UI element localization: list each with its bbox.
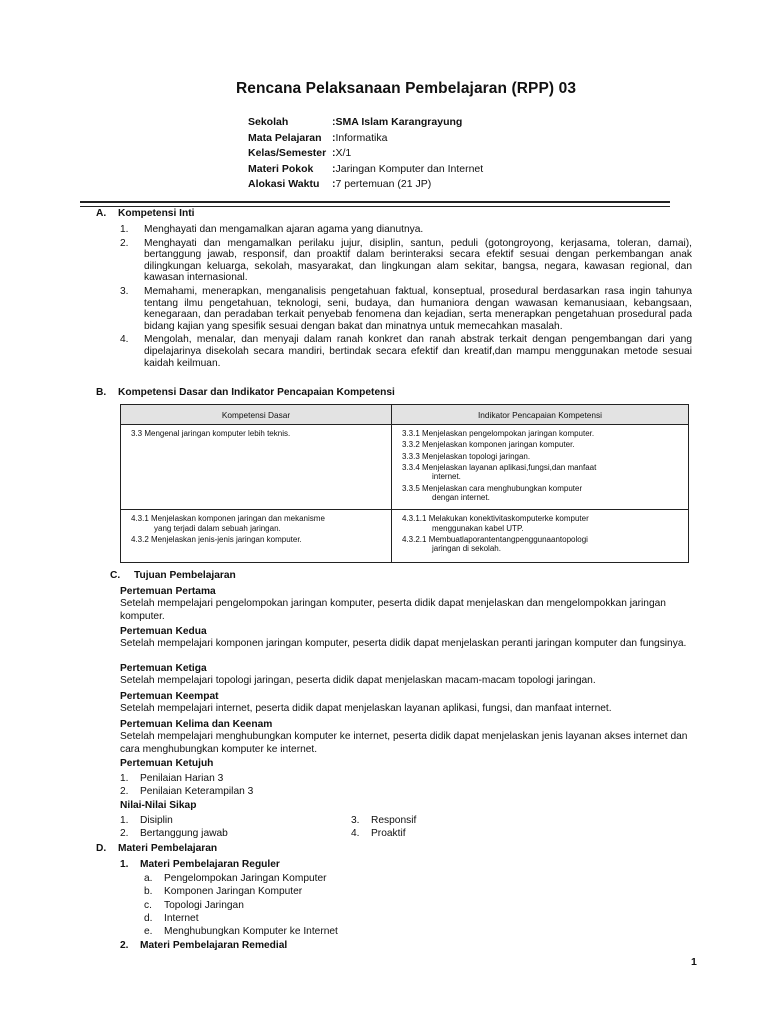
item-number: 2. bbox=[120, 237, 129, 249]
meeting-text: Setelah mempelajari topologi jaringan, peserta didik dapat menjelaskan macam-macam topologi jaringan. bbox=[120, 675, 596, 687]
item-letter: b. bbox=[144, 886, 153, 898]
meta-row-alokasi bbox=[248, 177, 483, 193]
item-text: Proaktif bbox=[371, 828, 406, 840]
item-text: Internet bbox=[164, 912, 199, 924]
meta-row-kelas bbox=[248, 146, 483, 162]
section-a-heading bbox=[96, 208, 194, 219]
meta-key: Mata Pelajaran bbox=[248, 131, 322, 144]
tujuan-pertemuan-2 bbox=[120, 626, 702, 651]
meta-sep: : bbox=[332, 162, 336, 175]
meeting-heading: Pertemuan Keempat bbox=[120, 691, 219, 702]
ipk-text: 3.3.4 Menjelaskan layanan aplikasi,fungsi,dan manfaat bbox=[402, 462, 597, 472]
meta-sep: : bbox=[332, 147, 336, 159]
kd-text: 4.3.2 Menjelaskan jenis-jenis jaringan komputer. bbox=[131, 534, 302, 544]
list-item bbox=[120, 334, 692, 369]
item-number: 1. bbox=[120, 859, 129, 870]
identity-block bbox=[248, 115, 483, 193]
ipk-text-cont: jaringan di sekolah. bbox=[432, 544, 501, 554]
kd-ipk-table bbox=[120, 404, 689, 563]
item-text: Menghubungkan Komputer ke Internet bbox=[164, 926, 338, 938]
list-item bbox=[351, 814, 416, 827]
kompetensi-inti-list bbox=[120, 224, 692, 369]
document-title: Rencana Pelaksanaan Pembelajaran (RPP) 03 bbox=[235, 80, 577, 97]
meta-row-sekolah bbox=[248, 115, 483, 131]
list-heading bbox=[120, 858, 280, 871]
meta-value: 7 pertemuan (21 JP) bbox=[335, 178, 432, 190]
section-letter: D. bbox=[96, 843, 107, 854]
section-title: Kompetensi Dasar dan Indikator Pencapaian Kompetensi bbox=[118, 387, 395, 398]
list-item bbox=[144, 899, 338, 912]
item-text: Materi Pembelajaran Reguler bbox=[140, 859, 280, 870]
item-letter: c. bbox=[144, 899, 152, 911]
item-number: 2. bbox=[120, 786, 129, 798]
list-item bbox=[351, 827, 416, 840]
item-number: 4. bbox=[351, 828, 360, 840]
list-item bbox=[120, 238, 692, 284]
kd-text: 3.3 Mengenal jaringan komputer lebih teknis. bbox=[131, 429, 291, 438]
meeting-text: Setelah mempelajari menghubungkan komputer ke internet, peserta didik dapat menjelaskan jenis layanan akses internet dan cara menghubungkan komputer ke internet. bbox=[120, 731, 688, 755]
table-cell-ipk bbox=[392, 425, 689, 510]
meta-sep: : bbox=[332, 131, 336, 144]
meta-key: Sekolah bbox=[248, 116, 289, 128]
item-text: Komponen Jaringan Komputer bbox=[164, 886, 303, 898]
materi-remedial-heading bbox=[120, 939, 287, 952]
meeting-text: Setelah mempelajari pengelompokan jaringan komputer, peserta didik dapat menjelaskan dan mengelompokkan jaringan komputer. bbox=[120, 598, 666, 622]
table-row bbox=[121, 425, 689, 510]
list-item bbox=[120, 772, 253, 785]
tujuan-pertemuan-7 bbox=[120, 758, 702, 770]
item-letter: a. bbox=[144, 873, 153, 884]
list-heading bbox=[120, 939, 287, 952]
section-b-heading bbox=[96, 387, 395, 398]
ipk-text: 3.3.5 Menjelaskan cara menghubungkan komputer bbox=[402, 483, 583, 493]
ipk-text: 3.3.2 Menjelaskan komponen jaringan komputer. bbox=[402, 440, 575, 450]
ipk-text: 4.3.1.1 Melakukan konektivitaskomputerke komputer bbox=[402, 514, 589, 523]
meeting-heading: Pertemuan Ketiga bbox=[120, 663, 207, 674]
list-item bbox=[120, 286, 692, 332]
item-number: 3. bbox=[120, 285, 129, 297]
list-item bbox=[120, 785, 253, 798]
table-row bbox=[121, 510, 689, 563]
meta-row-mapel bbox=[248, 131, 483, 147]
ipk-text: 3.3.3 Menjelaskan topologi jaringan. bbox=[402, 451, 531, 461]
item-letter: e. bbox=[144, 926, 153, 938]
materi-reguler-heading bbox=[120, 858, 280, 871]
section-d-heading bbox=[96, 843, 217, 854]
item-text: Penilaian Harian 3 bbox=[140, 773, 224, 784]
tujuan-pertemuan-4 bbox=[120, 691, 702, 716]
item-number: 4. bbox=[120, 334, 129, 346]
sikap-list-left bbox=[120, 814, 228, 841]
nilai-sikap-heading-block bbox=[120, 800, 702, 812]
item-number: 2. bbox=[120, 940, 129, 951]
meta-key: Alokasi Waktu bbox=[248, 178, 320, 190]
meta-sep: : bbox=[332, 116, 336, 128]
meta-sep: : bbox=[332, 178, 336, 190]
pertemuan-7-list bbox=[120, 772, 253, 799]
list-item bbox=[144, 925, 338, 938]
meta-value: Informatika bbox=[335, 131, 388, 144]
meta-row-materi bbox=[248, 162, 483, 178]
meta-key: Materi Pokok bbox=[248, 162, 314, 175]
meeting-text: Setelah mempelajari komponen jaringan komputer, peserta didik dapat menjelaskan peranti jaringan komputer dan fungsinya. bbox=[120, 638, 687, 650]
header-divider-thin bbox=[80, 206, 670, 207]
section-letter: C. bbox=[110, 570, 121, 581]
section-title: Kompetensi Inti bbox=[118, 208, 195, 219]
ipk-text-cont: dengan internet. bbox=[432, 493, 490, 503]
nilai-sikap-heading: Nilai-Nilai Sikap bbox=[120, 800, 197, 811]
section-letter: A. bbox=[96, 208, 107, 219]
meeting-heading: Pertemuan Kedua bbox=[120, 626, 207, 637]
header-divider-thick bbox=[80, 201, 670, 203]
item-text: Disiplin bbox=[140, 815, 173, 826]
item-text: Pengelompokan Jaringan Komputer bbox=[164, 873, 327, 884]
ipk-text-cont: internet. bbox=[432, 472, 461, 482]
page-number: 1 bbox=[691, 956, 697, 968]
item-text: Bertanggung jawab bbox=[140, 828, 228, 840]
sikap-list-right bbox=[351, 814, 416, 841]
item-text: Materi Pembelajaran Remedial bbox=[140, 940, 288, 951]
kd-text-cont: yang terjadi dalam sebuah jaringan. bbox=[154, 523, 281, 533]
section-title: Tujuan Pembelajaran bbox=[134, 570, 236, 581]
item-text: Mengolah, menalar, dan menyaji dalam ranah konkret dan ranah abstrak terkait dengan pengembangan dari yang dipelajarinya disekolah secara mandiri, bertindak secara efektif dan kreatif,dan mampu menggunakan metode sesuai kaidah keilmuan. bbox=[144, 334, 692, 369]
meeting-heading: Pertemuan Kelima dan Keenam bbox=[120, 719, 273, 730]
table-cell-ipk bbox=[392, 510, 689, 563]
item-number: 2. bbox=[120, 828, 129, 840]
table-header-row bbox=[121, 405, 689, 425]
item-text: Memahami, menerapkan, menganalisis pengetahuan faktual, konseptual, prosedural berdasarkan rasa ingin tahunya tentang ilmu pengetahuan, teknologi, seni, budaya, dan humaniora dengan wawasan kemanusiaan, kebangsaan, kenegaraan, dan peradaban terkait penyebab fenomena dan kejadian, serta menerapkan pengetahuan prosedural pada bidang kajian yang spesifik sesuai dengan bakat dan minatnya untuk memecahkan masalah. bbox=[144, 285, 692, 332]
ipk-text: 4.3.2.1 Membuatlaporantentangpenggunaantopologi bbox=[402, 534, 588, 544]
ipk-text: 3.3.1 Menjelaskan pengelompokan jaringan komputer. bbox=[402, 429, 595, 438]
section-letter: B. bbox=[96, 387, 107, 398]
column-header: Kompetensi Dasar bbox=[121, 405, 392, 425]
item-number: 1. bbox=[120, 224, 129, 235]
meta-value: X/1 bbox=[335, 147, 352, 159]
materi-reguler-list bbox=[144, 872, 338, 938]
tujuan-pertemuan-1 bbox=[120, 586, 702, 623]
list-item bbox=[144, 912, 338, 925]
list-item bbox=[120, 827, 228, 840]
section-c-heading bbox=[110, 570, 236, 581]
list-item bbox=[120, 814, 228, 827]
meta-key: Kelas/Semester bbox=[248, 147, 327, 159]
item-number: 1. bbox=[120, 815, 129, 826]
meeting-heading: Pertemuan Ketujuh bbox=[120, 758, 214, 769]
list-item bbox=[120, 224, 692, 236]
table-cell-kd bbox=[121, 425, 392, 510]
item-number: 3. bbox=[351, 815, 360, 826]
meeting-heading: Pertemuan Pertama bbox=[120, 586, 216, 597]
item-letter: d. bbox=[144, 912, 153, 924]
meeting-text: Setelah mempelajari internet, peserta didik dapat menjelaskan layanan aplikasi, fungsi, dan manfaat internet. bbox=[120, 703, 612, 715]
tujuan-pertemuan-5-6 bbox=[120, 719, 702, 756]
table-cell-kd bbox=[121, 510, 392, 563]
tujuan-pertemuan-3 bbox=[120, 663, 702, 688]
item-text: Responsif bbox=[371, 815, 417, 826]
column-header: Indikator Pencapaian Kompetensi bbox=[392, 405, 689, 425]
ipk-text-cont: menggunakan kabel UTP. bbox=[432, 523, 524, 533]
meta-value: Jaringan Komputer dan Internet bbox=[335, 162, 484, 175]
list-item bbox=[144, 872, 338, 885]
item-text: Penilaian Keterampilan 3 bbox=[140, 786, 254, 798]
list-item bbox=[144, 885, 338, 898]
item-text: Topologi Jaringan bbox=[164, 899, 244, 911]
item-text: Menghayati dan mengamalkan ajaran agama yang dianutnya. bbox=[144, 224, 424, 235]
item-text: Menghayati dan mengamalkan perilaku jujur, disiplin, santun, peduli (gotongroyong, kerjasama, toleran, damai), bertanggung jawab, responsif, dan proaktif dalam berinteraksi secara efektif sesuai dengan perkembangan anak dilingkungan keluarga, sekolah, masyarakat, dan lingkungan alam sekitar, bangsa, negara, kawasan regional, dan kawasan internasional. bbox=[144, 237, 692, 284]
kd-text: 4.3.1 Menjelaskan komponen jaringan dan mekanisme bbox=[131, 514, 325, 523]
meta-value: SMA Islam Karangrayung bbox=[335, 116, 463, 128]
section-title: Materi Pembelajaran bbox=[118, 843, 218, 854]
item-number: 1. bbox=[120, 773, 129, 784]
